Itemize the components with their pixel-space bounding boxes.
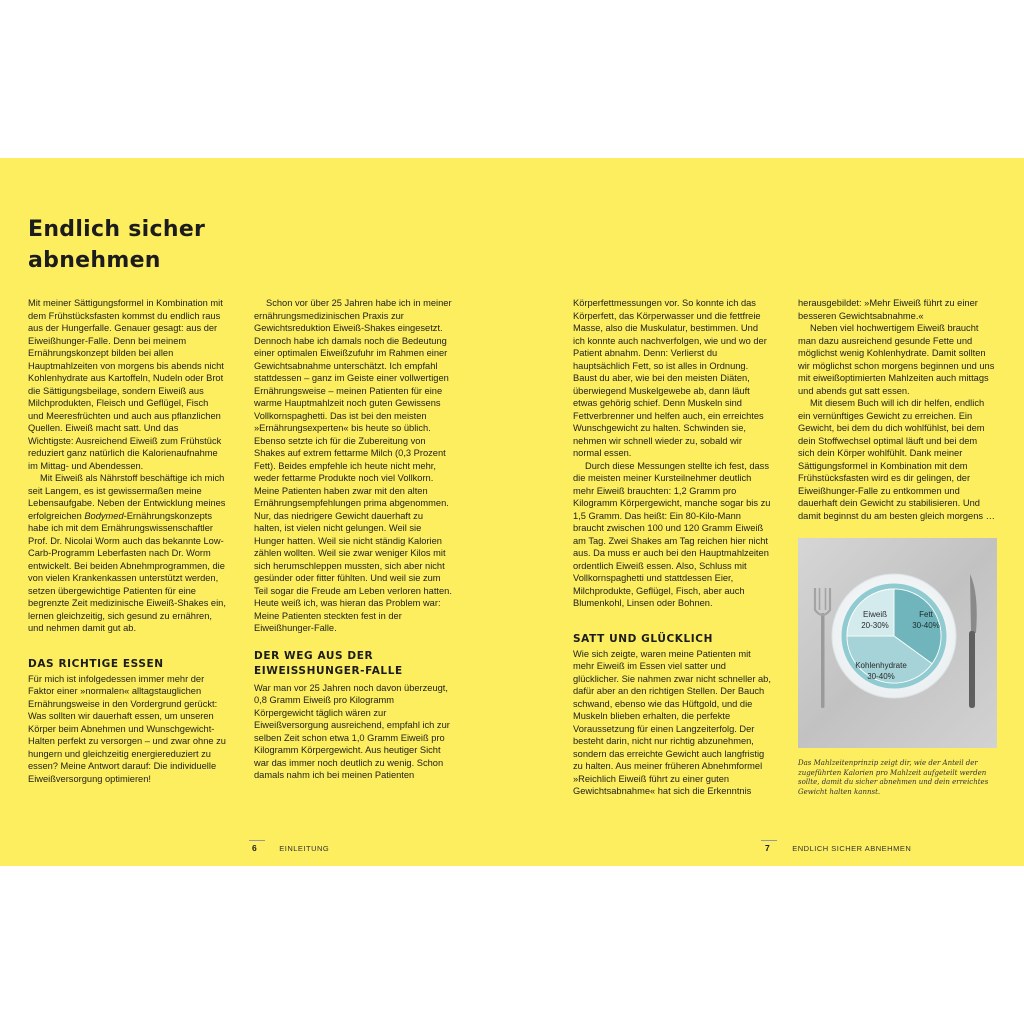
segment-label-carbs: Kohlenhydrate [855,661,907,670]
fork-icon [815,588,830,708]
section-heading: DER WEG AUS DER EIWEISSHUNGER-FALLE [254,649,403,677]
running-head: ENDLICH SICHER ABNEHMEN [792,844,912,853]
page-number: 7 [765,843,771,853]
figure-caption: Das Mahlzeitenprinzip zeigt dir, wie der Anteil der zugeführten Kalorien pro Mahlzeit aufgeteilt werden sollte, damit du sicher abnehmen und dein erreichtes Gewicht halten kannst. [798,759,989,796]
text-column-4 [798,297,996,522]
paragraph: Neben viel hochwertigem Eiweiß braucht man dazu ausreichend gesunde Fette und möglichst wenig Kohlenhydrate. Damit sollten wir möglichst schon morgens beginnen und uns mit eiweißoptimierten Mahlzeiten auch mittags und abends gut satt essen. [798,323,995,396]
footer-rule [761,840,777,841]
paragraph: Mit diesem Buch will ich dir helfen, endlich ein vernünftiges Gewicht zu erreichen. Ein Gewicht, bei dem du dich wohlfühlst, bei dem dein Stoffwechsel optimal läuft und bei dem sich dein Körper wohlfühlt. Dank meiner Sättigungsformel in Kombination mit dem Frühstücksfasten wird es dir gelingen, der Eiweißhunger-Falle zu entkommen und dauerhaft dein Gewicht zu stabilisieren. Und damit beginnst du am besten gleich morgens … [798,398,995,521]
text-column-2 [254,297,452,782]
page-title: Endlich sicher abnehmen [28,217,206,273]
footer-rule [249,840,265,841]
plate-illustration [798,538,997,748]
segment-range-protein: 20-30% [861,621,889,630]
footer-right [765,843,911,853]
plate-diagram [798,538,997,748]
paragraph: Mit meiner Sättigungsformel in Kombination mit dem Frühstücksfasten kommst du endlich raus aus der Hungerfalle. Genauer gesagt: aus der Eiweißhunger-Falle. Denn bei meinem Ernährungskonzept bilden bei allen Hauptmahlzeiten von morgens bis abends nicht Kohlenhydrate aus Kartoffeln, Nudeln oder Brot die Sättigungsbeilage, sondern Eiweiß aus Milchprodukten, Fleisch und Geflügel, Fisch und Meeresfrüchten und auch aus pflanzlichen Quellen. Eiweiß macht satt. Und das Wichtigste: Ausreichend Eiweiß zum Frühstück reduziert ganz natürlich die Kalorienaufnahme im Mittag- und Abendessen. [28,298,224,471]
footer-left [252,843,329,853]
text-column-1 [28,297,226,785]
paragraph: herausgebildet: »Mehr Eiweiß führt zu einer besseren Gewichtsabnahme.« [798,298,978,321]
text-column-3 [573,297,771,798]
paragraph: War man vor 25 Jahren noch davon überzeugt, 0,8 Gramm Eiweiß pro Kilogramm Körpergewicht täglich wären zur Eiweißversorgung ausreichend, empfahl ich zur selben Zeit schon etwa 1,0 Gramm Eiweiß pro Kilogramm Körpergewicht. Aus heutiger Sicht war das immer noch deutlich zu wenig. Schon damals nahm ich bei meinen Patienten [254,682,450,780]
segment-range-fat: 30-40% [912,621,940,630]
paragraph: Schon vor über 25 Jahren habe ich in meiner ernährungsmedizinischen Praxis zur Gewichtsreduktion Eiweiß-Shakes eingesetzt. Dennoch habe ich damals noch die Bedeutung einer optimalen Eiweißzufuhr im Rahmen einer Gewichtsabnahme unterschätzt. Ich empfahl stattdessen – ganz im Geiste einer vollwertigen Ernährungsweise – meinen Patienten für eine warme Hauptmahlzeit noch guten Gewissens Vollkornspaghetti. Das ist bei den meisten »Ernährungsexperten« bis heute so üblich. Ebenso setzte ich für die Zubereitung von Shakes auf extrem fettarme Milch (0,3 Prozent Fett). Beides empfehle ich heute nicht mehr, weder fettarme Produkte noch viel Vollkorn. Meine Patienten haben zwar mit den alten Ernährungsempfehlungen prima abgenommen. Nur, das niedrigere Gewicht dauerhaft zu halten, ist vielen nicht gelungen. Weil sie Hunger hatten. Weil sie nicht ständig Kalorien zählen wollten. Weil sie zwar weniger Kilos mit sich herumschleppen mussten, sich aber nicht gesünder oder fitter fühlten. Und weil sie zum Teil sogar die Freude am Leben verloren hatten. Heute weiß ich, was hieran das Problem war: Meine Patienten steckten fest in der Eiweißhunger-Falle. [254,298,452,633]
paragraph: Mit Eiweiß als Nährstoff beschäftige ich mich seit Langem, es ist gewissermaßen meine Lebensaufgabe. Neben der Entwicklung meines erfolgreichen Bodymed-Ernährungskonzepts habe ich mit dem Ernährungswissenschaftler Prof. Dr. Nicolai Worm auch das bekannte Low-Carb-Programm Leberfasten nach Dr. Worm entwickelt. Bei beiden Abnehmprogrammen, die von vielen Krankenkassen unterstützt werden, setzen übergewichtige Patienten für eine begrenzte Zeit medizinische Eiweiß-Shakes ein, lernen gleichzeitig, sich gesund zu ernähren, und nehmen damit gut ab. [28,473,226,633]
paragraph: Durch diese Messungen stellte ich fest, dass die meisten meiner Kursteilnehmer deutlich mehr Eiweiß brauchten: 1,2 Gramm pro Kilogramm Körpergewicht, manche sogar bis zu 1,5 Gramm. Das heißt: Ein 80-Kilo-Mann braucht zwischen 100 und 120 Gramm Eiweiß am Tag. Zwei Shakes am Tag reichen hier nicht aus. Da muss er auch bei den Hauptmahlzeiten ordentlich Eiweiß essen. Also, Schluss mit Vollkornspaghetti und stattdessen Eier, Milchprodukte, Geflügel, Fisch, aber auch Blumenkohl, Linsen oder Bohnen. [573,460,771,608]
segment-range-carbs: 30-40% [867,672,895,681]
page-number: 6 [252,843,258,853]
section-heading: SATT UND GLÜCKLICH [573,632,713,645]
segment-label-fat: Fett [919,610,933,619]
paragraph: Körperfettmessungen vor. So konnte ich das Körperfett, das Körperwasser und die fettfreie Masse, also die Muskulatur, bestimmen. Und ich konnte auch nachverfolgen, wie und wo der Patient abnahm. Denn: Verlierst du hauptsächlich Fett, so ist alles in Ordnung. Baust du aber, wie bei den meisten Diäten, überwiegend Muskelgewebe ab, dann läuft etwas gehörig schief. Denn Muskeln sind Fettverbrenner und helfen auch, ein erreichtes Wunschgewicht zu halten. Schwinden sie, nehmen wir schnell wieder zu, sobald wir normal essen. [573,298,767,458]
section-heading: DAS RICHTIGE ESSEN [28,657,164,670]
running-head: EINLEITUNG [279,844,330,853]
paragraph: Wie sich zeigte, waren meine Patienten mit mehr Eiweiß im Essen viel satter und glücklicher. Sie nahmen zwar nicht schneller ab, dafür aber an den richtigen Stellen. Der Bauch schwand, ebenso wie das Hüftgold, und die Muskeln blieben erhalten, die perfekte Voraussetzung für einen Langzeiterfolg. Der besteht darin, nicht nur richtig abzunehmen, sondern das erreichte Gewicht auch langfristig zu halten. Aus meiner früheren Abnehmformel »Reichlich Eiweiß führt zu einer guten Gewichtsabnahme« hat sich die Erkenntnis [573,648,771,796]
knife-icon [969,574,977,708]
paragraph: Für mich ist infolgedessen immer mehr der Faktor einer »normalen« alltagstauglichen Ernährungsweise in den Vordergrund gerückt: Was sollten wir dauerhaft essen, um unseren Körper beim Abnehmen und Wunschgewicht-Halten perfekt zu versorgen – und zwar ohne zu hungern und gleichzeitig energiereduziert zu essen? Meine Antwort darauf: Die individuelle Eiweißversorgung optimieren! [28,673,226,784]
segment-label-protein: Eiweiß [862,610,888,619]
